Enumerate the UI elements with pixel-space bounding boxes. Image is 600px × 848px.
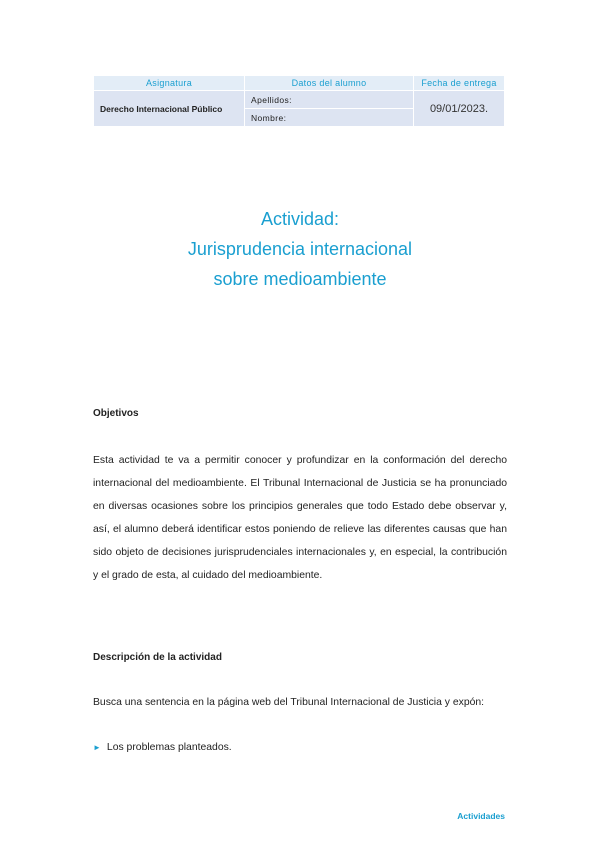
header-col-student: Datos del alumno — [245, 76, 414, 91]
objectives-paragraph: Esta actividad te va a permitir conocer y profundizar en la conformación del derecho internacional del medioambiente. El Tribunal Internacional de Justicia se ha pronunciado en diversas ocasiones sobre los principios generales que todo Estado debe observar y, así, el alumno deberá identificar estos poniendo de relieve las diferentes causas que han sido objeto de decisiones jurisprudenciales internacionales y, en especial, la contribución y el grado de esta, al cuidado del medioambiente. — [93, 455, 507, 581]
footer-label: Actividades — [457, 811, 505, 821]
description-heading: Descripción de la actividad — [93, 652, 222, 663]
objectives-heading: Objetivos — [93, 408, 139, 419]
list-item — [93, 742, 232, 753]
subject-value: Derecho Internacional Público — [94, 91, 245, 127]
name-label: Nombre: — [245, 109, 414, 127]
header-col-subject: Asignatura — [94, 76, 245, 91]
bullet-arrow-icon: ► — [93, 743, 101, 752]
list-item-text: Los problemas planteados. — [106, 742, 232, 753]
title-line-3: sobre medioambiente — [213, 269, 387, 289]
title-line-2: Jurisprudencia internacional — [187, 239, 413, 259]
delivery-date: 09/01/2023. — [414, 91, 505, 127]
title-line-1: Actividad: — [260, 209, 340, 229]
surname-label: Apellidos: — [245, 91, 414, 109]
document-title — [0, 204, 600, 294]
description-instruction: Busca una sentencia en la página web del Tribunal Internacional de Justicia y expón: — [93, 697, 485, 708]
header-col-date: Fecha de entrega — [414, 76, 505, 91]
header-table — [93, 75, 505, 127]
